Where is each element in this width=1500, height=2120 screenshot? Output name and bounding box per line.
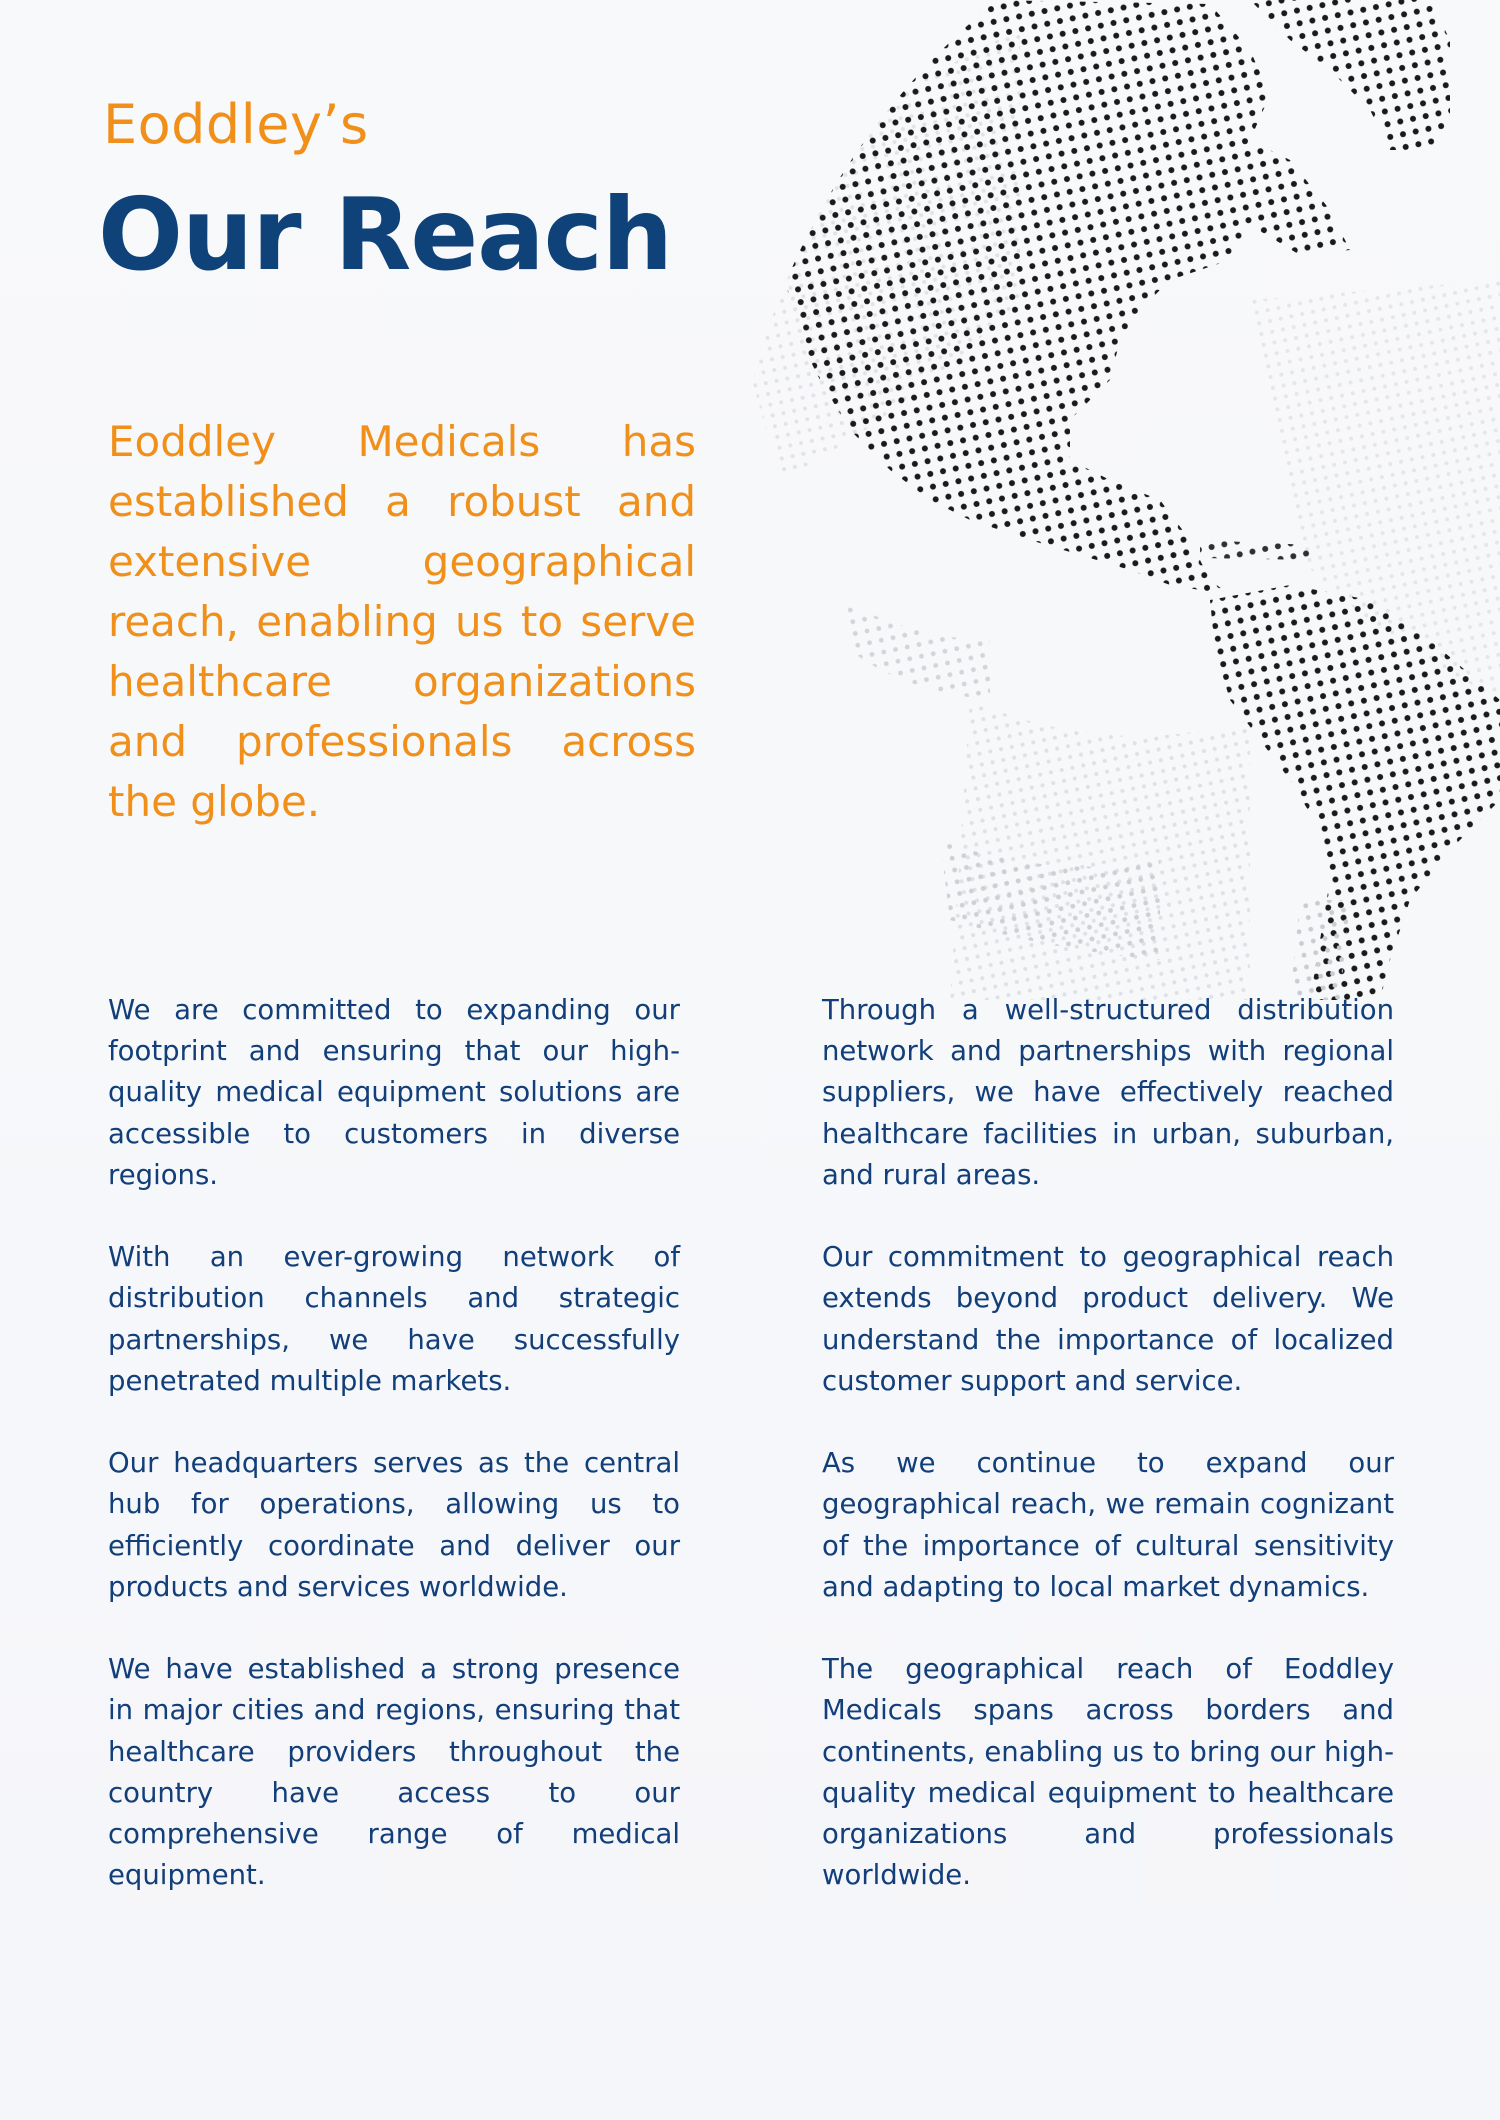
body-paragraph: We have established a strong presence in major cities and regions, ensuring that healthcare providers throughout the country have access to our comprehensive range of medical equipment. — [108, 1653, 680, 1892]
dotted-globe-icon — [690, 0, 1500, 1000]
body-paragraph: Our headquarters serves as the central hub for operations, allowing us to efficiently coordinate and deliver our products and services worldwide. — [108, 1447, 680, 1603]
body-paragraph: As we continue to expand our geographical reach, we remain cognizant of the importance of cultural sensitivity and adapting to local market dynamics. — [822, 1447, 1394, 1603]
body-paragraph: With an ever-growing network of distribution channels and strategic partnerships, we have successfully penetrated multiple markets. — [108, 1241, 680, 1397]
left-column — [108, 990, 680, 1938]
right-column — [822, 990, 1394, 1938]
body-paragraph: Through a well-structured distribution network and partnerships with regional suppliers, we have effectively reached healthcare facilities in urban, suburban, and rural areas. — [822, 994, 1394, 1191]
page-title: Our Reach — [98, 176, 673, 293]
body-paragraph: We are committed to expanding our footprint and ensuring that our high-quality medical equipment solutions are accessible to customers in diverse regions. — [108, 994, 680, 1191]
body-paragraph: Our commitment to geographical reach extends beyond product delivery. We understand the importance of localized customer support and service. — [822, 1241, 1394, 1397]
lead-paragraph: Eoddley Medicals has established a robust and extensive geographical reach, enabling us to serve healthcare organizations and professionals across the globe. — [108, 417, 696, 826]
section-kicker: Eoddley’s — [103, 93, 369, 156]
body-paragraph: The geographical reach of Eoddley Medicals spans across borders and continents, enabling us to bring our high-quality medical equipment to healthcare organizations and professionals worldwide. — [822, 1653, 1394, 1892]
